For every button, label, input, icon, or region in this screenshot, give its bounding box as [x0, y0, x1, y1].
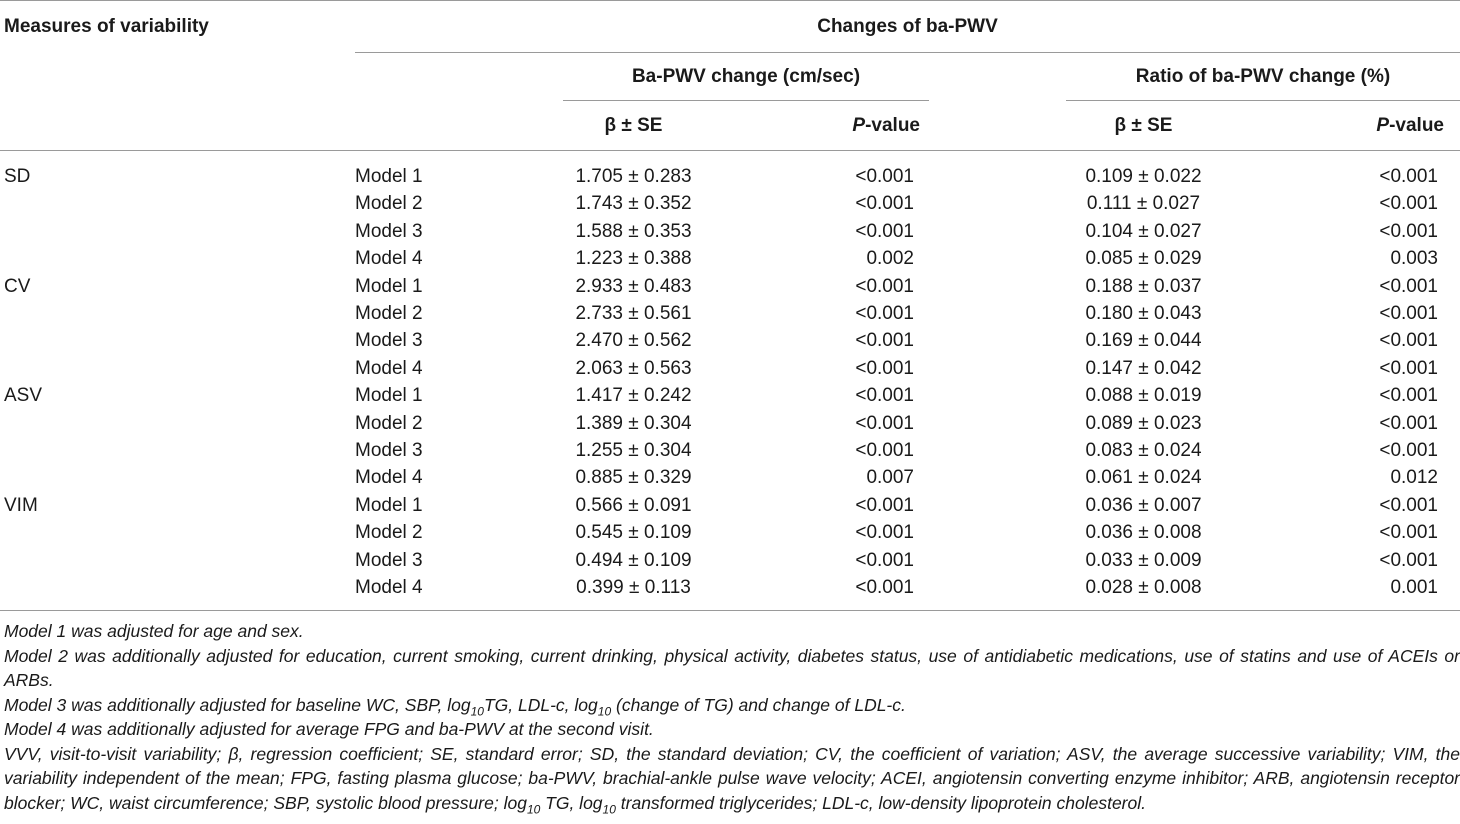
- p-value-cell-2: <0.001: [1379, 330, 1438, 352]
- beta-cell-1: 0.545 ± 0.109: [575, 522, 692, 544]
- group-cell: CV: [4, 275, 31, 297]
- beta-cell-1: 0.399 ± 0.113: [576, 577, 691, 598]
- beta-cell-1: 2.470 ± 0.562: [575, 330, 692, 352]
- table-row: [0, 437, 1460, 464]
- p-value-cell-2: <0.001: [1379, 494, 1438, 516]
- p-value-cell-2: <0.001: [1379, 549, 1438, 571]
- p-value-cell-2: <0.001: [1379, 303, 1438, 324]
- model-cell: Model 3: [355, 220, 423, 242]
- changes-header: Changes of ba-PWV: [817, 16, 998, 37]
- beta-cell-1: 1.705 ± 0.283: [575, 166, 692, 187]
- model-cell: Model 1: [355, 275, 423, 297]
- beta-cell-2: 0.028 ± 0.008: [1085, 577, 1202, 598]
- p-value-cell-1: <0.001: [855, 357, 914, 379]
- table-row: [0, 300, 1460, 327]
- p-value-cell-2: <0.001: [1379, 357, 1438, 379]
- changes-rule: [355, 52, 1460, 53]
- beta-cell-1: 0.885 ± 0.329: [575, 467, 692, 489]
- p-value-cell-1: <0.001: [855, 166, 914, 187]
- beta-cell-2: 0.109 ± 0.022: [1085, 166, 1202, 187]
- table-row: [0, 410, 1460, 437]
- p-value-cell-1: <0.001: [855, 440, 914, 461]
- group1-rule: [563, 100, 929, 101]
- beta-cell-2: 0.085 ± 0.029: [1085, 248, 1202, 270]
- group2-rule: [1066, 100, 1460, 101]
- p-value-cell-1: <0.001: [855, 193, 914, 215]
- p-value-cell-2: 0.003: [1390, 248, 1438, 270]
- beta-cell-1: 1.743 ± 0.352: [575, 193, 692, 215]
- group1-header: Ba-PWV change (cm/sec): [631, 66, 861, 87]
- model-cell: Model 4: [355, 467, 423, 489]
- table-notes: [4, 619, 1460, 815]
- p-value-cell-2: <0.001: [1379, 220, 1438, 242]
- p-value-cell-1: <0.001: [855, 549, 914, 571]
- beta-cell-1: 1.588 ± 0.353: [575, 220, 692, 242]
- model-cell: Model 2: [355, 412, 423, 434]
- p-value-cell-2: <0.001: [1379, 166, 1438, 187]
- p-value-cell-1: <0.001: [855, 303, 914, 324]
- beta-cell-2: 0.036 ± 0.008: [1085, 522, 1202, 544]
- note-model-1: Model 1 was adjusted for age and sex.: [4, 621, 304, 641]
- p-header-2: P-value: [1376, 115, 1444, 136]
- model-cell: Model 3: [355, 549, 423, 571]
- beta-cell-2: 0.033 ± 0.009: [1085, 549, 1202, 571]
- model-cell: Model 1: [355, 385, 423, 407]
- model-cell: Model 4: [355, 577, 423, 598]
- table-row: [0, 163, 1460, 190]
- p-value-cell-2: <0.001: [1379, 440, 1438, 461]
- table-row: [0, 190, 1460, 217]
- p-header-1: P-value: [852, 115, 920, 136]
- beta-cell-1: 1.389 ± 0.304: [575, 412, 692, 434]
- beta-cell-1: 0.494 ± 0.109: [575, 549, 692, 571]
- p-value-cell-1: <0.001: [855, 275, 914, 297]
- p-value-cell-2: <0.001: [1379, 385, 1438, 407]
- p-value-cell-1: <0.001: [855, 522, 914, 544]
- p-value-cell-1: <0.001: [855, 494, 914, 516]
- table-row: [0, 464, 1460, 491]
- beta-cell-1: 0.566 ± 0.091: [575, 494, 692, 516]
- model-cell: Model 4: [355, 357, 423, 379]
- beta-header-2: β ± SE: [1114, 115, 1173, 136]
- beta-cell-2: 0.089 ± 0.023: [1085, 412, 1202, 434]
- note-model-2: Model 2 was additionally adjusted for education, current smoking, current drinking, physical activity, diabetes status, use of antidiabetic medications, use of statins and use of ACEIs or ARBs.: [4, 645, 1460, 690]
- beta-cell-2: 0.088 ± 0.019: [1085, 385, 1202, 407]
- table-bottom-rule: [0, 610, 1460, 611]
- table-row: [0, 273, 1460, 300]
- table-row: [0, 547, 1460, 574]
- beta-cell-2: 0.180 ± 0.043: [1085, 303, 1202, 324]
- beta-cell-2: 0.036 ± 0.007: [1085, 494, 1202, 516]
- p-value-cell-1: <0.001: [855, 412, 914, 434]
- p-value-cell-1: <0.001: [855, 330, 914, 352]
- measures-header: Measures of variability: [4, 16, 209, 37]
- model-cell: Model 4: [355, 248, 423, 270]
- p-value-cell-1: 0.007: [866, 467, 914, 489]
- beta-cell-1: 1.417 ± 0.242: [575, 385, 692, 407]
- model-cell: Model 2: [355, 303, 423, 324]
- beta-header-1: β ± SE: [604, 115, 663, 136]
- beta-cell-2: 0.147 ± 0.042: [1085, 357, 1202, 379]
- model-cell: Model 3: [355, 330, 423, 352]
- beta-cell-2: 0.188 ± 0.037: [1085, 275, 1202, 297]
- header-bottom-rule: [0, 150, 1460, 151]
- p-value-cell-1: <0.001: [855, 385, 914, 407]
- group-cell: ASV: [4, 385, 43, 407]
- table-row: [0, 355, 1460, 382]
- beta-cell-2: 0.104 ± 0.027: [1085, 220, 1202, 242]
- table-row: [0, 245, 1460, 272]
- note-model-4: Model 4 was additionally adjusted for average FPG and ba-PWV at the second visit.: [4, 719, 654, 739]
- table-row: [0, 574, 1460, 601]
- beta-cell-2: 0.083 ± 0.024: [1085, 440, 1202, 461]
- table-row: [0, 327, 1460, 354]
- p-value-cell-2: <0.001: [1379, 275, 1438, 297]
- p-value-cell-2: <0.001: [1379, 412, 1438, 434]
- p-value-cell-1: <0.001: [855, 220, 914, 242]
- top-rule: [0, 0, 1460, 1]
- beta-cell-1: 2.733 ± 0.561: [575, 303, 692, 324]
- table-row: [0, 382, 1460, 409]
- beta-cell-1: 2.063 ± 0.563: [575, 357, 692, 379]
- beta-cell-2: 0.061 ± 0.024: [1085, 467, 1202, 489]
- p-value-cell-2: <0.001: [1379, 193, 1438, 215]
- group-cell: SD: [4, 166, 31, 187]
- p-value-cell-1: 0.002: [866, 248, 914, 270]
- note-abbreviations: VVV, visit-to-visit variability; β, regression coefficient; SE, standard error; SD, the standard deviation; CV, the coefficient of variation; ASV, the average successive variability; VIM, the variability independent of the mean; FPG, fasting plasma glucose; ba-PWV, brachial-ankle pulse wave velocity; ACEI, angiotensin converting enzyme inhibitor; ARB, angiotensin receptor blocker; WC, waist circumference; SBP, systolic blood pressure; $\log_{10}$ TG, $\log_{10}$ transformed triglycerides; LDL-c, low-density lipoprotein cholesterol.: [4, 743, 1460, 816]
- model-cell: Model 2: [355, 193, 423, 215]
- group-cell: VIM: [4, 494, 38, 516]
- table-row: [0, 218, 1460, 245]
- table-row: [0, 519, 1460, 546]
- note-model-3: Model 3 was additionally adjusted for baseline WC, SBP, $\log_{10}TG$, LDL-c, $\log_{10}$ (change of TG) and change of LDL-c.: [4, 694, 906, 718]
- model-cell: Model 3: [355, 440, 423, 461]
- model-cell: Model 2: [355, 522, 423, 544]
- group2-header: Ratio of ba-PWV change (%): [1135, 66, 1391, 87]
- model-cell: Model 1: [355, 166, 423, 187]
- beta-cell-2: 0.111 ± 0.027: [1086, 193, 1201, 215]
- beta-cell-2: 0.169 ± 0.044: [1085, 330, 1202, 352]
- p-value-cell-2: 0.012: [1390, 467, 1438, 489]
- p-value-cell-2: 0.001: [1390, 577, 1438, 598]
- p-value-cell-2: <0.001: [1379, 522, 1438, 544]
- beta-cell-1: 2.933 ± 0.483: [575, 275, 692, 297]
- model-cell: Model 1: [355, 494, 423, 516]
- beta-cell-1: 1.255 ± 0.304: [575, 440, 692, 461]
- p-value-cell-1: <0.001: [855, 577, 914, 598]
- beta-cell-1: 1.223 ± 0.388: [575, 248, 692, 270]
- table-row: [0, 492, 1460, 519]
